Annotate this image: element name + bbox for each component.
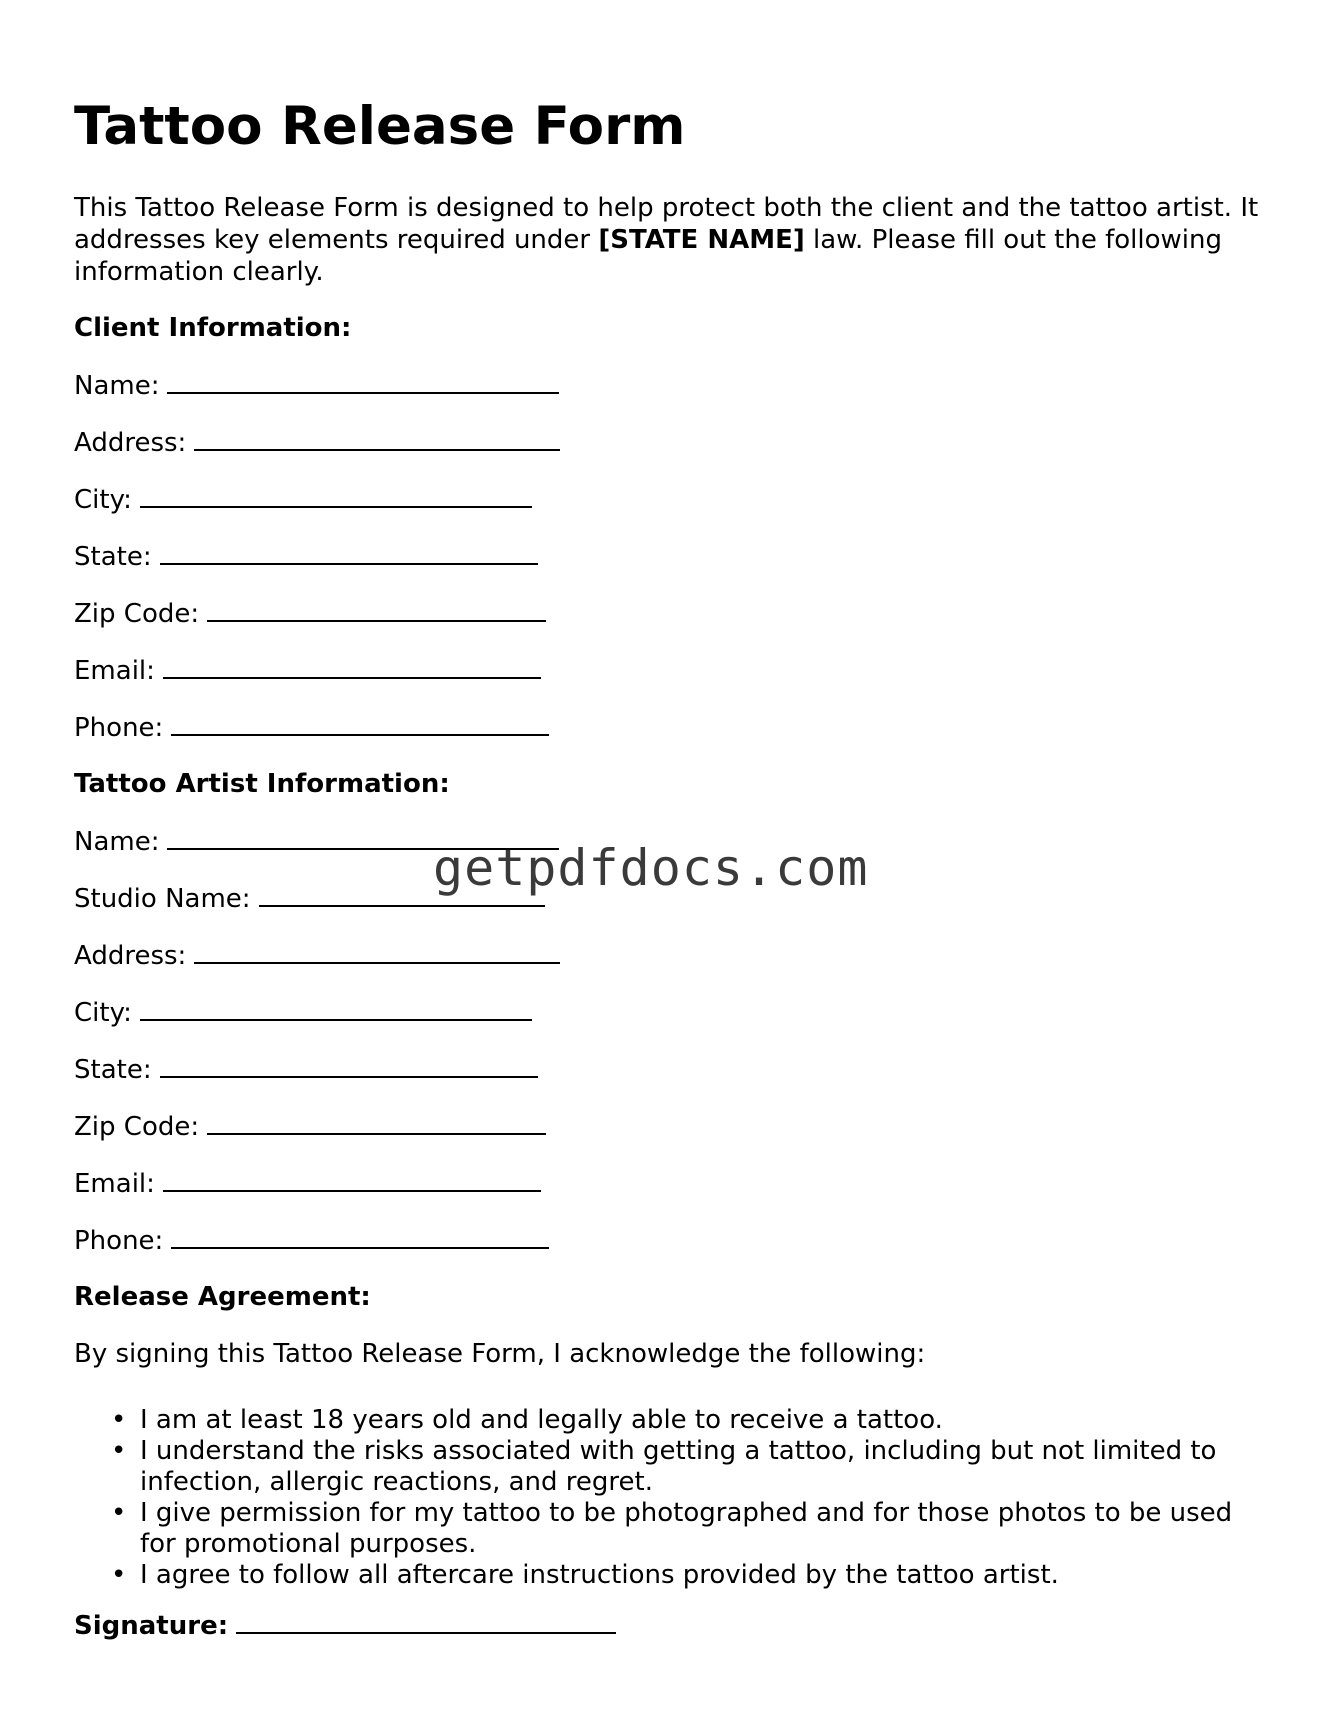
- client-name-label: Name:: [74, 371, 160, 401]
- artist-email-label: Email:: [74, 1169, 155, 1199]
- artist-city-label: City:: [74, 998, 132, 1028]
- client-info-heading: Client Information:: [74, 313, 352, 343]
- artist-zip-blank[interactable]: [207, 1109, 546, 1135]
- intro-text-after: law. Please fill out the following information clearly.: [74, 225, 1222, 287]
- client-zip-label: Zip Code:: [74, 599, 200, 629]
- list-item: [74, 1498, 1274, 1560]
- client-phone-blank[interactable]: [171, 710, 549, 736]
- client-city-blank[interactable]: [140, 482, 532, 508]
- bullet-icon: •: [111, 1560, 127, 1590]
- artist-name-label: Name:: [74, 827, 160, 857]
- client-state-label: State:: [74, 542, 152, 572]
- client-address-field: [74, 425, 560, 460]
- client-state-blank[interactable]: [160, 539, 538, 565]
- artist-address-label: Address:: [74, 941, 187, 971]
- artist-studio-label: Studio Name:: [74, 884, 251, 914]
- release-terms-list: [74, 1405, 1274, 1591]
- signature-field: [74, 1608, 616, 1643]
- intro-paragraph: [74, 192, 1274, 288]
- list-item-text: I give permission for my tattoo to be photographed and for those photos to be used for promotional purposes.: [140, 1498, 1233, 1559]
- client-city-label: City:: [74, 485, 132, 515]
- artist-email-blank[interactable]: [163, 1166, 541, 1192]
- artist-state-blank[interactable]: [160, 1052, 538, 1078]
- bullet-icon: •: [111, 1436, 127, 1466]
- client-zip-blank[interactable]: [207, 596, 546, 622]
- artist-phone-label: Phone:: [74, 1226, 164, 1256]
- artist-phone-blank[interactable]: [171, 1223, 549, 1249]
- release-agreement-heading: Release Agreement:: [74, 1282, 371, 1312]
- client-zip-field: [74, 596, 546, 631]
- signature-label: Signature:: [74, 1611, 229, 1641]
- bullet-icon: •: [111, 1498, 127, 1528]
- intro-text-before: This Tattoo Release Form is designed to help protect both the client and the tattoo artist. It addresses key elements required under: [74, 193, 1259, 255]
- list-item-text: I agree to follow all aftercare instructions provided by the tattoo artist.: [140, 1560, 1059, 1590]
- client-name-field: [74, 368, 559, 403]
- signature-blank[interactable]: [236, 1608, 616, 1634]
- client-address-label: Address:: [74, 428, 187, 458]
- list-item-text: I understand the risks associated with getting a tattoo, including but not limited to infection, allergic reactions, and regret.: [140, 1436, 1217, 1497]
- intro-state-placeholder: [STATE NAME]: [598, 225, 805, 255]
- watermark-text: getpdfdocs.com: [433, 839, 869, 897]
- list-item: [74, 1560, 1274, 1591]
- artist-zip-label: Zip Code:: [74, 1112, 200, 1142]
- artist-address-blank[interactable]: [194, 938, 560, 964]
- page-title: Tattoo Release Form: [74, 96, 686, 157]
- list-item: [74, 1405, 1274, 1436]
- artist-city-field: [74, 995, 532, 1030]
- client-name-blank[interactable]: [167, 368, 559, 394]
- artist-address-field: [74, 938, 560, 973]
- release-lead-text: By signing this Tattoo Release Form, I acknowledge the following:: [74, 1339, 926, 1369]
- artist-info-heading: Tattoo Artist Information:: [74, 769, 450, 799]
- client-state-field: [74, 539, 538, 574]
- artist-state-label: State:: [74, 1055, 152, 1085]
- client-city-field: [74, 482, 532, 517]
- artist-state-field: [74, 1052, 538, 1087]
- bullet-icon: •: [111, 1405, 127, 1435]
- artist-phone-field: [74, 1223, 549, 1258]
- client-email-label: Email:: [74, 656, 155, 686]
- list-item: [74, 1436, 1274, 1498]
- client-email-blank[interactable]: [163, 653, 541, 679]
- list-item-text: I am at least 18 years old and legally able to receive a tattoo.: [140, 1405, 943, 1435]
- client-email-field: [74, 653, 541, 688]
- client-address-blank[interactable]: [194, 425, 560, 451]
- artist-zip-field: [74, 1109, 546, 1144]
- artist-email-field: [74, 1166, 541, 1201]
- client-phone-label: Phone:: [74, 713, 164, 743]
- client-phone-field: [74, 710, 549, 745]
- artist-city-blank[interactable]: [140, 995, 532, 1021]
